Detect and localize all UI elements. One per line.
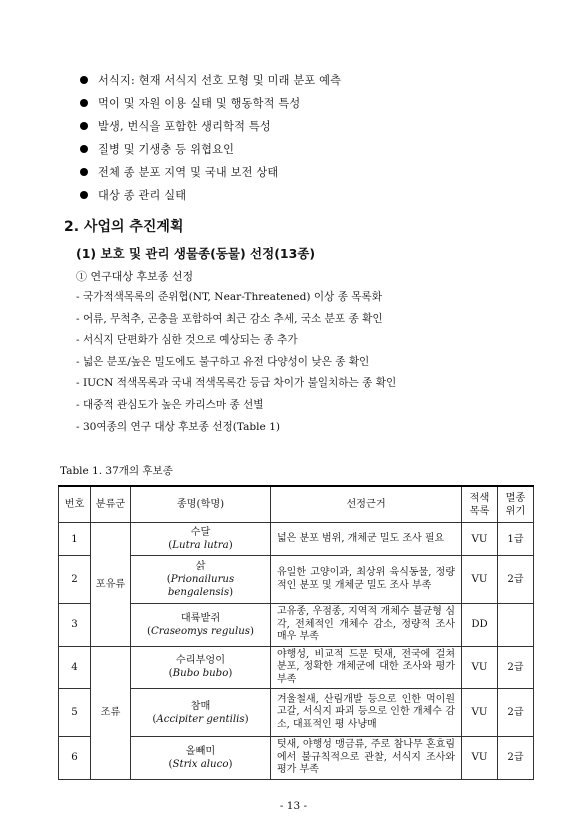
cell-extinction: 2급 xyxy=(498,737,534,780)
species-name: 대륙밭쥐 xyxy=(180,612,221,624)
cell-no: 6 xyxy=(59,737,91,780)
header-redlist: 적색 목록 xyxy=(462,486,498,523)
table-row xyxy=(59,556,534,604)
cell-redlist: VU xyxy=(462,523,498,556)
sub-item-heading: ① 연구대상 후보종 선정 xyxy=(76,270,194,283)
species-sci: Prionailurus bengalensis xyxy=(167,574,235,598)
header-no: 번호 xyxy=(59,486,91,523)
cell-reason: 넓은 분포 범위, 개체군 밀도 조사 필요 xyxy=(271,523,462,556)
cell-extinction: 2급 xyxy=(498,556,534,604)
cell-redlist: DD xyxy=(462,604,498,647)
species-table xyxy=(58,485,534,780)
species-name: 수달 xyxy=(190,527,211,538)
bullet-text: 먹이 및 자원 이용 실태 및 행동학적 특성 xyxy=(98,96,301,110)
cell-reason: 유일한 고양이과, 최상위 육식동물, 정량적인 분포 및 개체군 밀도 조사 부족 xyxy=(271,556,462,604)
bullet-dot-icon xyxy=(80,168,88,176)
page-number: - 13 - xyxy=(279,800,308,812)
list-item xyxy=(80,114,341,137)
list-item: - 30여종의 연구 대상 후보종 선정(Table 1) xyxy=(76,420,281,433)
table-row xyxy=(59,523,534,556)
bullet-dot-icon xyxy=(80,122,88,130)
bullet-text: 전체 종 분포 지역 및 국내 보전 상태 xyxy=(98,165,279,179)
cell-extinction: 1급 xyxy=(498,523,534,556)
table-row xyxy=(59,604,534,647)
cell-extinction: 2급 xyxy=(498,646,534,689)
list-item: - IUCN 적색목록과 국내 적색목록간 등급 차이가 불일치하는 종 확인 xyxy=(76,377,397,390)
bullet-dot-icon xyxy=(80,99,88,107)
list-item: - 서식지 단편화가 심한 것으로 예상되는 종 추가 xyxy=(76,334,298,347)
cell-reason: 고유종, 우점종, 지역적 개체수 불균형 심각, 전체적인 개체수 감소, 정량적 조사 매우 부족 xyxy=(271,604,462,647)
species-sci-wrap xyxy=(133,713,268,726)
header-reason: 선정근거 xyxy=(271,486,462,523)
bullet-text: 발생, 번식을 포함한 생리학적 특성 xyxy=(98,119,271,133)
species-sci-wrap xyxy=(133,667,268,680)
cell-no: 2 xyxy=(59,556,91,604)
header-extinction: 멸종 위기 xyxy=(498,486,534,523)
cell-redlist: VU xyxy=(462,689,498,737)
species-name: 올빼미 xyxy=(185,745,216,757)
table-row xyxy=(59,737,534,780)
cell-group: 조류 xyxy=(91,646,131,779)
cell-species xyxy=(131,646,271,689)
cell-species xyxy=(131,689,271,737)
cell-reason: 텃새, 야행성 맹금류, 주로 참나무 혼효림에서 불규칙적으로 관찰, 서식지 조사와 평가 부족 xyxy=(271,737,462,780)
species-sci-wrap xyxy=(133,539,268,552)
table-row xyxy=(59,646,534,689)
cell-no: 1 xyxy=(59,523,91,556)
cell-species xyxy=(131,604,271,647)
cell-redlist: VU xyxy=(462,556,498,604)
list-item: - 어류, 무척추, 곤충을 포함하여 최근 감소 추세, 국소 분포 종 확인 xyxy=(76,312,383,325)
table-header-row xyxy=(59,486,534,523)
section-title: 2. 사업의 추진계획 xyxy=(64,219,184,235)
cell-reason: 야행성, 비교적 드문 텃새, 전국에 걸쳐 분포, 정확한 개체군에 대한 조사와 평가 부족 xyxy=(271,646,462,689)
subsection-title: (1) 보호 및 관리 생물종(동물) 선정(13종) xyxy=(76,246,316,261)
list-item xyxy=(80,91,341,114)
species-sci: Craseomys regulus xyxy=(150,625,251,637)
bullet-dot-icon xyxy=(80,76,88,84)
bullet-dot-icon xyxy=(80,145,88,153)
header-species: 종명(학명) xyxy=(131,486,271,523)
species-name: 참매 xyxy=(190,700,211,712)
species-name: 수리부엉이 xyxy=(175,655,226,667)
list-item xyxy=(80,183,341,206)
table-caption: Table 1. 37개의 후보종 xyxy=(60,465,173,477)
bullet-text: 질병 및 기생충 등 위협요인 xyxy=(98,142,235,156)
list-item xyxy=(80,160,341,183)
species-sci: Lutra lutra xyxy=(172,540,229,551)
species-sci-wrap xyxy=(133,758,268,771)
dash-list xyxy=(76,290,396,441)
species-sci: Accipiter gentilis xyxy=(156,713,245,725)
bullet-dot-icon xyxy=(80,191,88,199)
cell-no: 5 xyxy=(59,689,91,737)
cell-no: 4 xyxy=(59,646,91,689)
cell-redlist: VU xyxy=(462,646,498,689)
table-row xyxy=(59,689,534,737)
cell-redlist: VU xyxy=(462,737,498,780)
list-item: - 대중적 관심도가 높은 카리스마 종 선별 xyxy=(76,398,264,411)
species-name: 삵 xyxy=(195,561,206,572)
bullet-text: 대상 종 관리 실태 xyxy=(98,188,187,202)
cell-extinction xyxy=(498,604,534,647)
header-group: 분류군 xyxy=(91,486,131,523)
list-item xyxy=(80,137,341,160)
cell-species xyxy=(131,523,271,556)
cell-reason: 겨울철새, 산림개발 등으로 인한 먹이원 고갈, 서식지 파괴 등으로 인한 개체수 감소, 대표적인 평 사냥매 xyxy=(271,689,462,737)
cell-no: 3 xyxy=(59,604,91,647)
cell-species xyxy=(131,556,271,604)
cell-species xyxy=(131,737,271,780)
species-sci: Strix aluco xyxy=(172,758,229,770)
cell-extinction: 2급 xyxy=(498,689,534,737)
cell-group: 포유류 xyxy=(91,523,131,647)
bullet-list xyxy=(80,68,341,206)
bullet-text: 서식지: 현재 서식지 선호 모형 및 미래 분포 예측 xyxy=(98,73,342,87)
list-item: - 국가적색목록의 준위협(NT, Near-Threatened) 이상 종 목록화 xyxy=(76,291,382,303)
species-sci: Bubo bubo xyxy=(172,668,229,680)
list-item: - 넓은 분포/높은 밀도에도 불구하고 유전 다양성이 낮은 종 확인 xyxy=(76,355,370,368)
species-sci-wrap xyxy=(133,573,268,599)
list-item xyxy=(80,68,341,91)
species-sci-wrap xyxy=(133,625,268,638)
